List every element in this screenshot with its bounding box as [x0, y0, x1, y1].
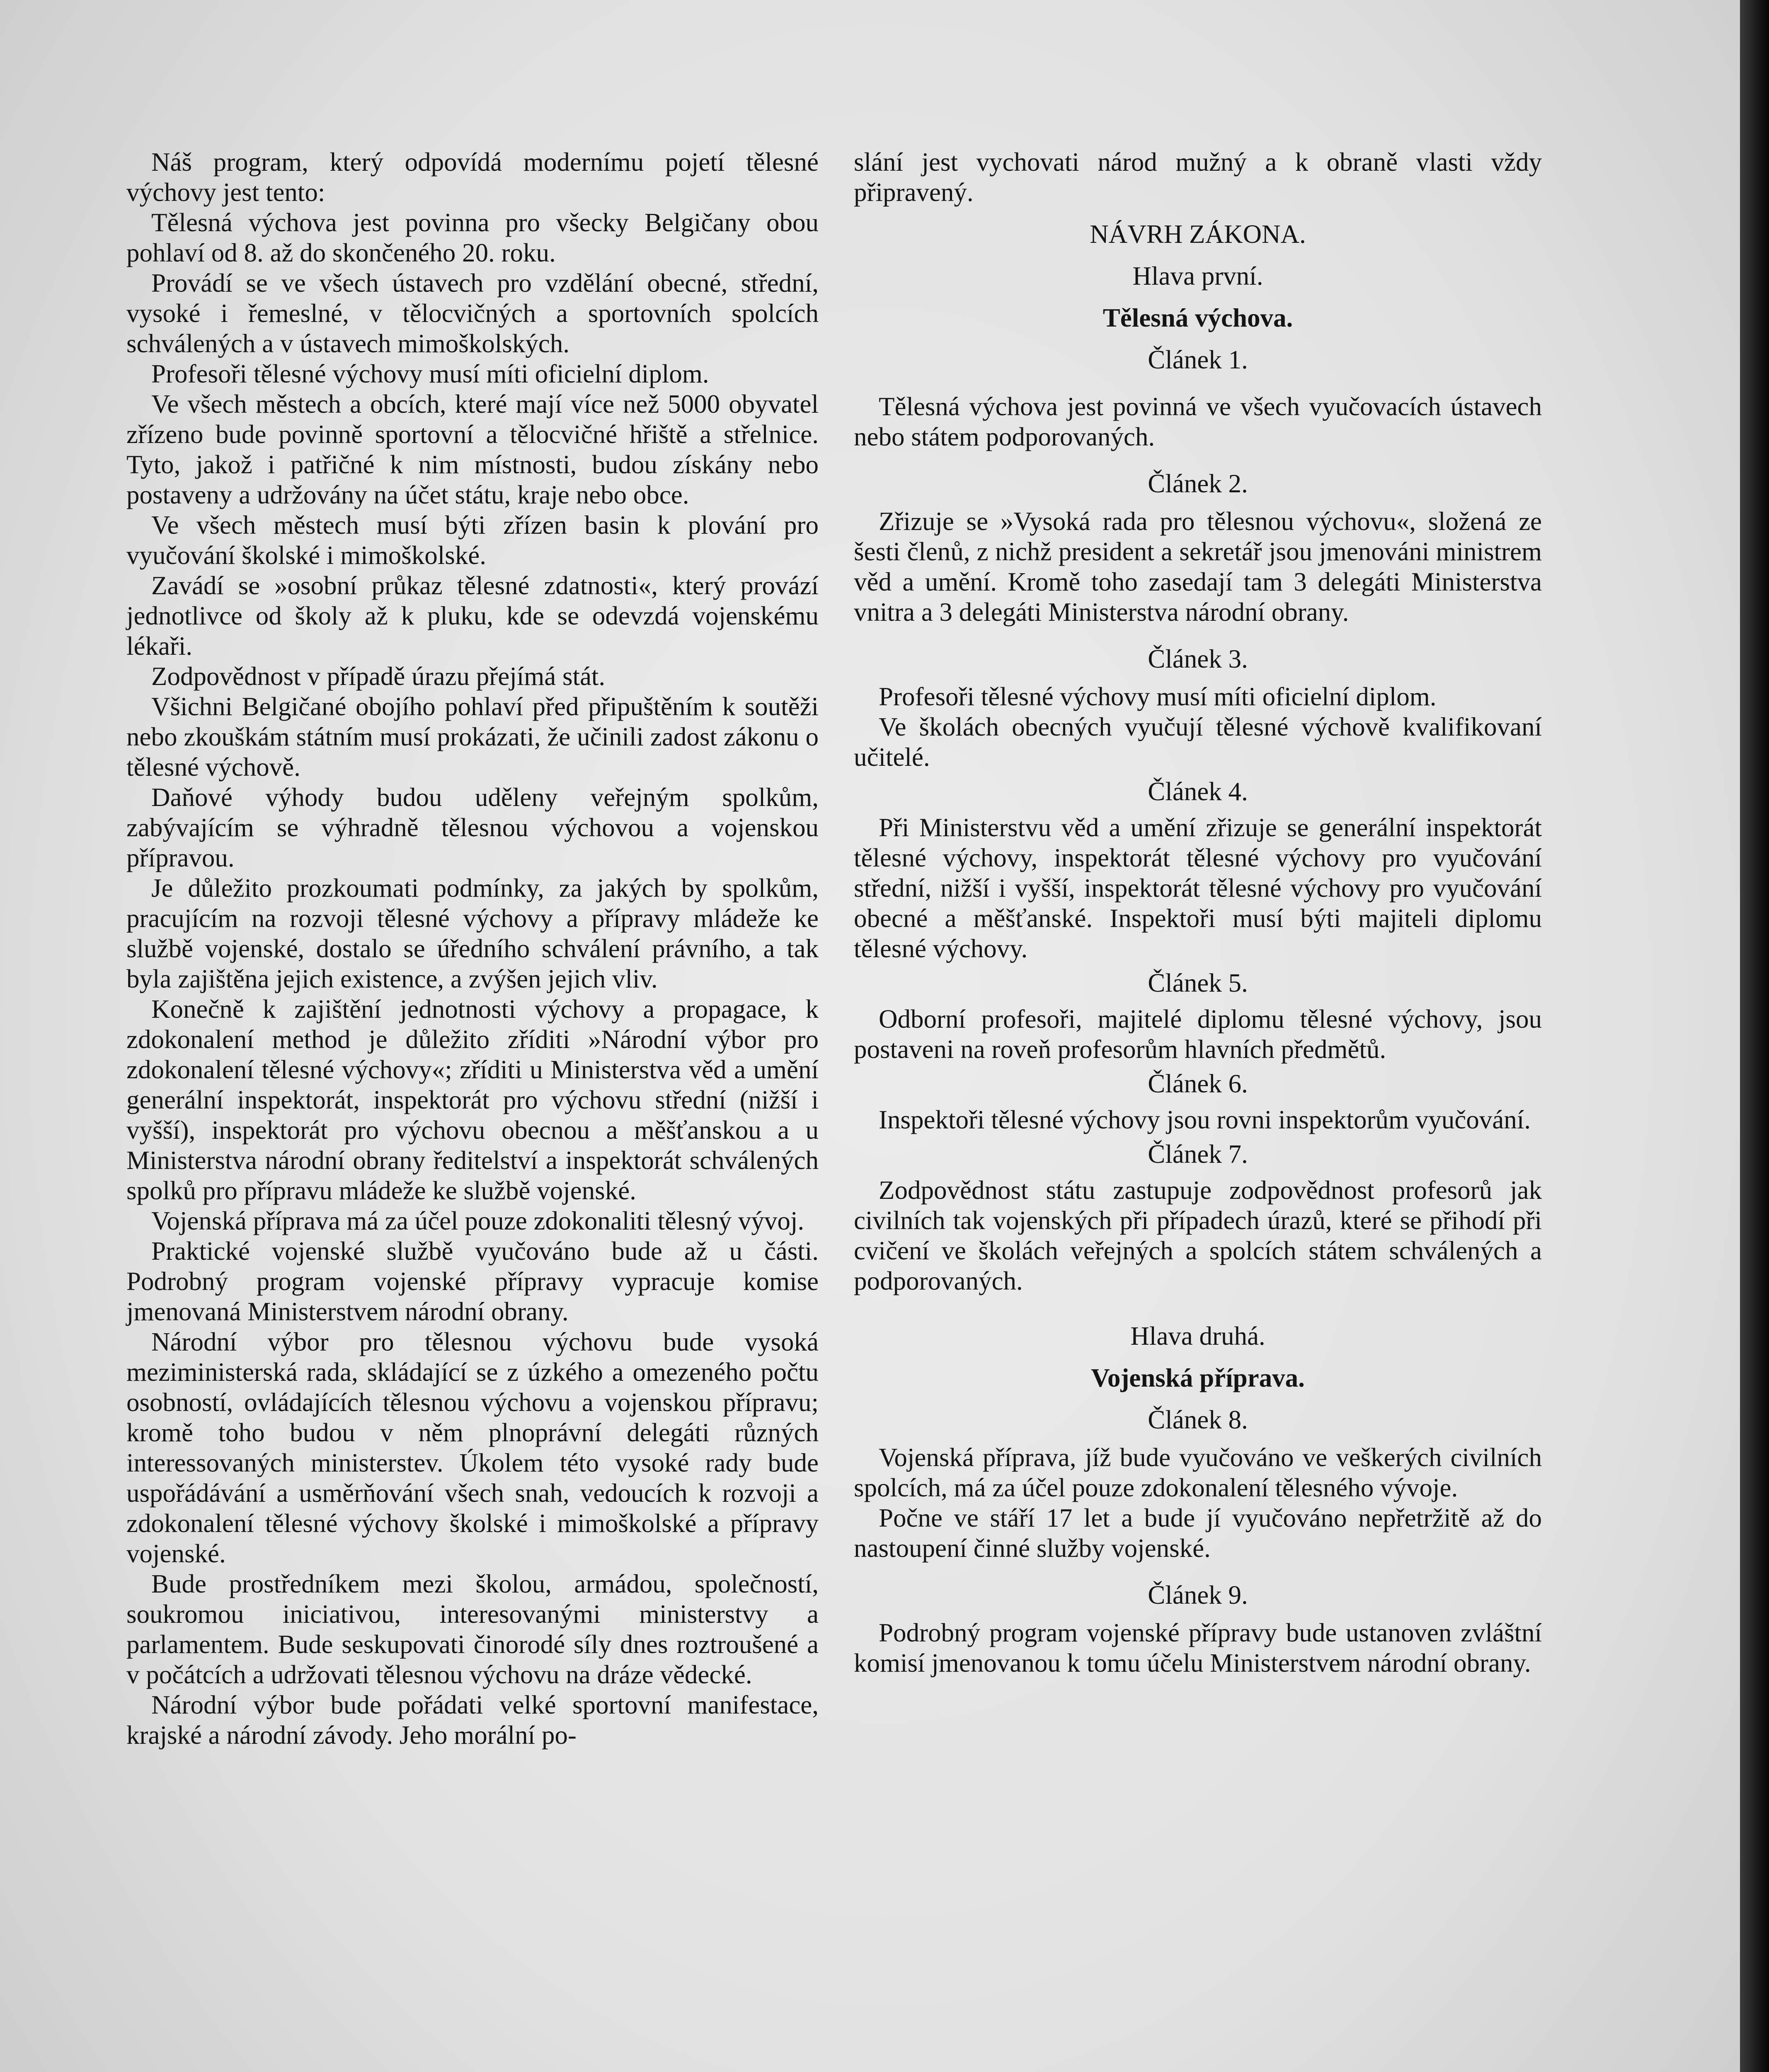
- article-text: Zřizuje se »Vysoká rada pro tělesnou výchovu«, složená ze šesti členů, z nichž president a sekretář jsou jmenováni ministrem věd a umění. Kromě toho zasedají tam 3 delegáti Ministerstva vnitra a 3 delegáti Ministerstva národní obrany.: [854, 507, 1542, 627]
- paragraph: Ve všech městech musí býti zřízen basin k plování pro vyučování školské i mimoškolské.: [126, 511, 819, 570]
- paragraph: Daňové výhody budou uděleny veřejným spolkům, zabývajícím se výhradně tělesnou výchovou a vojenskou přípravou.: [126, 783, 819, 872]
- article-heading: Článek 2.: [1148, 469, 1248, 498]
- paragraph: Bude prostředníkem mezi školou, armádou, společností, soukromou iniciativou, interesovanými ministerstvy a parlamentem. Bude seskupovati činorodé síly dnes roztroušené a v počátcích a udržovati tělesnou výchovu na dráze vědecké.: [126, 1569, 819, 1689]
- paragraph: slání jest vychovati národ mužný a k obraně vlasti vždy připravený.: [854, 148, 1542, 207]
- article-text: Inspektoři tělesné výchovy jsou rovni inspektorům vyučování.: [879, 1105, 1531, 1134]
- article-heading: Článek 5.: [1148, 968, 1248, 997]
- article-heading: Článek 9.: [1148, 1581, 1248, 1610]
- left-column: [126, 147, 819, 1750]
- part-title: Vojenská příprava.: [1091, 1363, 1305, 1392]
- article-text: Při Ministerstvu věd a umění zřizuje se generální inspektorát tělesné výchovy, inspektorát tělesné výchovy pro vyučování střední, nižší i vyšší, inspektorát tělesné výchovy pro vyučování obecné a měšťanské. Inspektoři musí býti majiteli diplomu tělesné výchovy.: [854, 813, 1542, 963]
- paragraph: Národní výbor bude pořádati velké sportovní manifestace, krajské a národní závody. Jeho morální po-: [126, 1690, 819, 1750]
- article-text: Ve školách obecných vyučují tělesné výchově kvalifikovaní učitelé.: [854, 712, 1542, 772]
- paragraph: Všichni Belgičané obojího pohlaví před připuštěním k soutěži nebo zkouškám státním musí prokázati, že učinili zadost zákonu o tělesné výchově.: [126, 692, 819, 782]
- paragraph: Je důležito prozkoumati podmínky, za jakých by spolkům, pracujícím na rozvoji tělesné výchovy a přípravy mládeže ke službě vojenské, dostalo se úředního schválení právního, a tak byla zajištěna jejich existence, a zvýšen jejich vliv.: [126, 874, 819, 993]
- article-text: Profesoři tělesné výchovy musí míti oficielní diplom.: [879, 682, 1437, 711]
- article-heading: Článek 1.: [1148, 345, 1248, 374]
- scan-edge-right: [1740, 0, 1769, 2072]
- article-heading: Článek 8.: [1148, 1405, 1248, 1434]
- article-heading: Článek 3.: [1148, 644, 1248, 673]
- part-title: Tělesná výchova.: [1103, 303, 1293, 332]
- article-text: Počne ve stáří 17 let a bude jí vyučováno nepřetržitě až do nastoupení činné služby vojenské.: [854, 1503, 1542, 1563]
- paragraph: Profesoři tělesné výchovy musí míti oficielní diplom.: [151, 359, 709, 388]
- article-text: Zodpovědnost státu zastupuje zodpovědnost profesorů jak civilních tak vojenských při případech úrazů, které se přihodí při cvičení ve školách veřejných a spolcích státem schválených a podporovaných.: [854, 1176, 1542, 1295]
- paragraph: Konečně k zajištění jednotnosti výchovy a propagace, k zdokonalení method je důležito zříditi »Národní výbor pro zdokonalení tělesné výchovy«; zříditi u Ministerstva věd a umění generální inspektorát, inspektorát pro výchovu střední (nižší i vyšší), inspektorát pro výchovu obecnou a měšťanskou a u Ministerstva národní obrany ředitelství a inspektorát schválených spolků pro přípravu mládeže ke službě vojenské.: [126, 995, 819, 1205]
- article-text: Odborní profesoři, majitelé diplomu tělesné výchovy, jsou postaveni na roveň profesorům hlavních předmětů.: [854, 1005, 1542, 1064]
- paragraph: Praktické vojenské službě vyučováno bude až u části. Podrobný program vojenské přípravy vypracuje komise jmenovaná Ministerstvem národní obrany.: [126, 1237, 819, 1326]
- law-title: NÁVRH ZÁKONA.: [1090, 220, 1306, 249]
- paragraph: Zodpovědnost v případě úrazu přejímá stát.: [151, 662, 606, 691]
- paragraph: Národní výbor pro tělesnou výchovu bude vysoká meziministerská rada, skládající se z úzkého a omezeného počtu osobností, ovládajících tělesnou výchovu a vojenskou přípravu; kromě toho budou v něm plnoprávní delegáti různých interessovaných ministerstev. Úkolem této vysoké rady bude uspořádávání a usměrňování všech snah, vedoucích k rozvoji a zdokonalení tělesné výchovy školské i mimoškolské a přípravy vojenské.: [126, 1327, 819, 1568]
- article-heading: Článek 7.: [1148, 1140, 1248, 1169]
- paragraph: Vojenská příprava má za účel pouze zdokonaliti tělesný vývoj.: [151, 1206, 805, 1235]
- article-heading: Článek 4.: [1148, 777, 1248, 806]
- article-text: Tělesná výchova jest povinná ve všech vyučovacích ústavech nebo státem podporovaných.: [854, 392, 1542, 451]
- article-heading: Článek 6.: [1148, 1069, 1248, 1098]
- part-heading: Hlava druhá.: [1130, 1322, 1265, 1351]
- part-heading: Hlava první.: [1132, 261, 1263, 290]
- paragraph: Zavádí se »osobní průkaz tělesné zdatnosti«, který provází jednotlivce od školy až k pluku, kde se odevzdá vojenskému lékaři.: [126, 571, 819, 661]
- paragraph: Provádí se ve všech ústavech pro vzdělání obecné, střední, vysoké i řemeslné, v tělocvičných a sportovních spolcích schválených a v ústavech mimoškolských.: [126, 269, 819, 358]
- paragraph: Náš program, který odpovídá modernímu pojetí tělesné výchovy jest tento:: [126, 148, 819, 207]
- article-text: Podrobný program vojenské přípravy bude ustanoven zvláštní komisí jmenovanou k tomu účelu Ministerstvem národní obrany.: [854, 1618, 1542, 1677]
- paragraph: Tělesná výchova jest povinna pro všecky Belgičany obou pohlaví od 8. až do skončeného 20. roku.: [126, 208, 819, 267]
- right-column: [854, 147, 1542, 1678]
- paragraph: Ve všech městech a obcích, které mají více než 5000 obyvatel zřízeno bude povinně sportovní a tělocvičné hřiště a střelnice. Tyto, jakož i patřičné k nim místnosti, budou získány nebo postaveny a udržovány na účet státu, kraje nebo obce.: [126, 390, 819, 509]
- article-text: Vojenská příprava, jíž bude vyučováno ve veškerých civilních spolcích, má za účel pouze zdokonalení tělesného vývoje.: [854, 1443, 1542, 1502]
